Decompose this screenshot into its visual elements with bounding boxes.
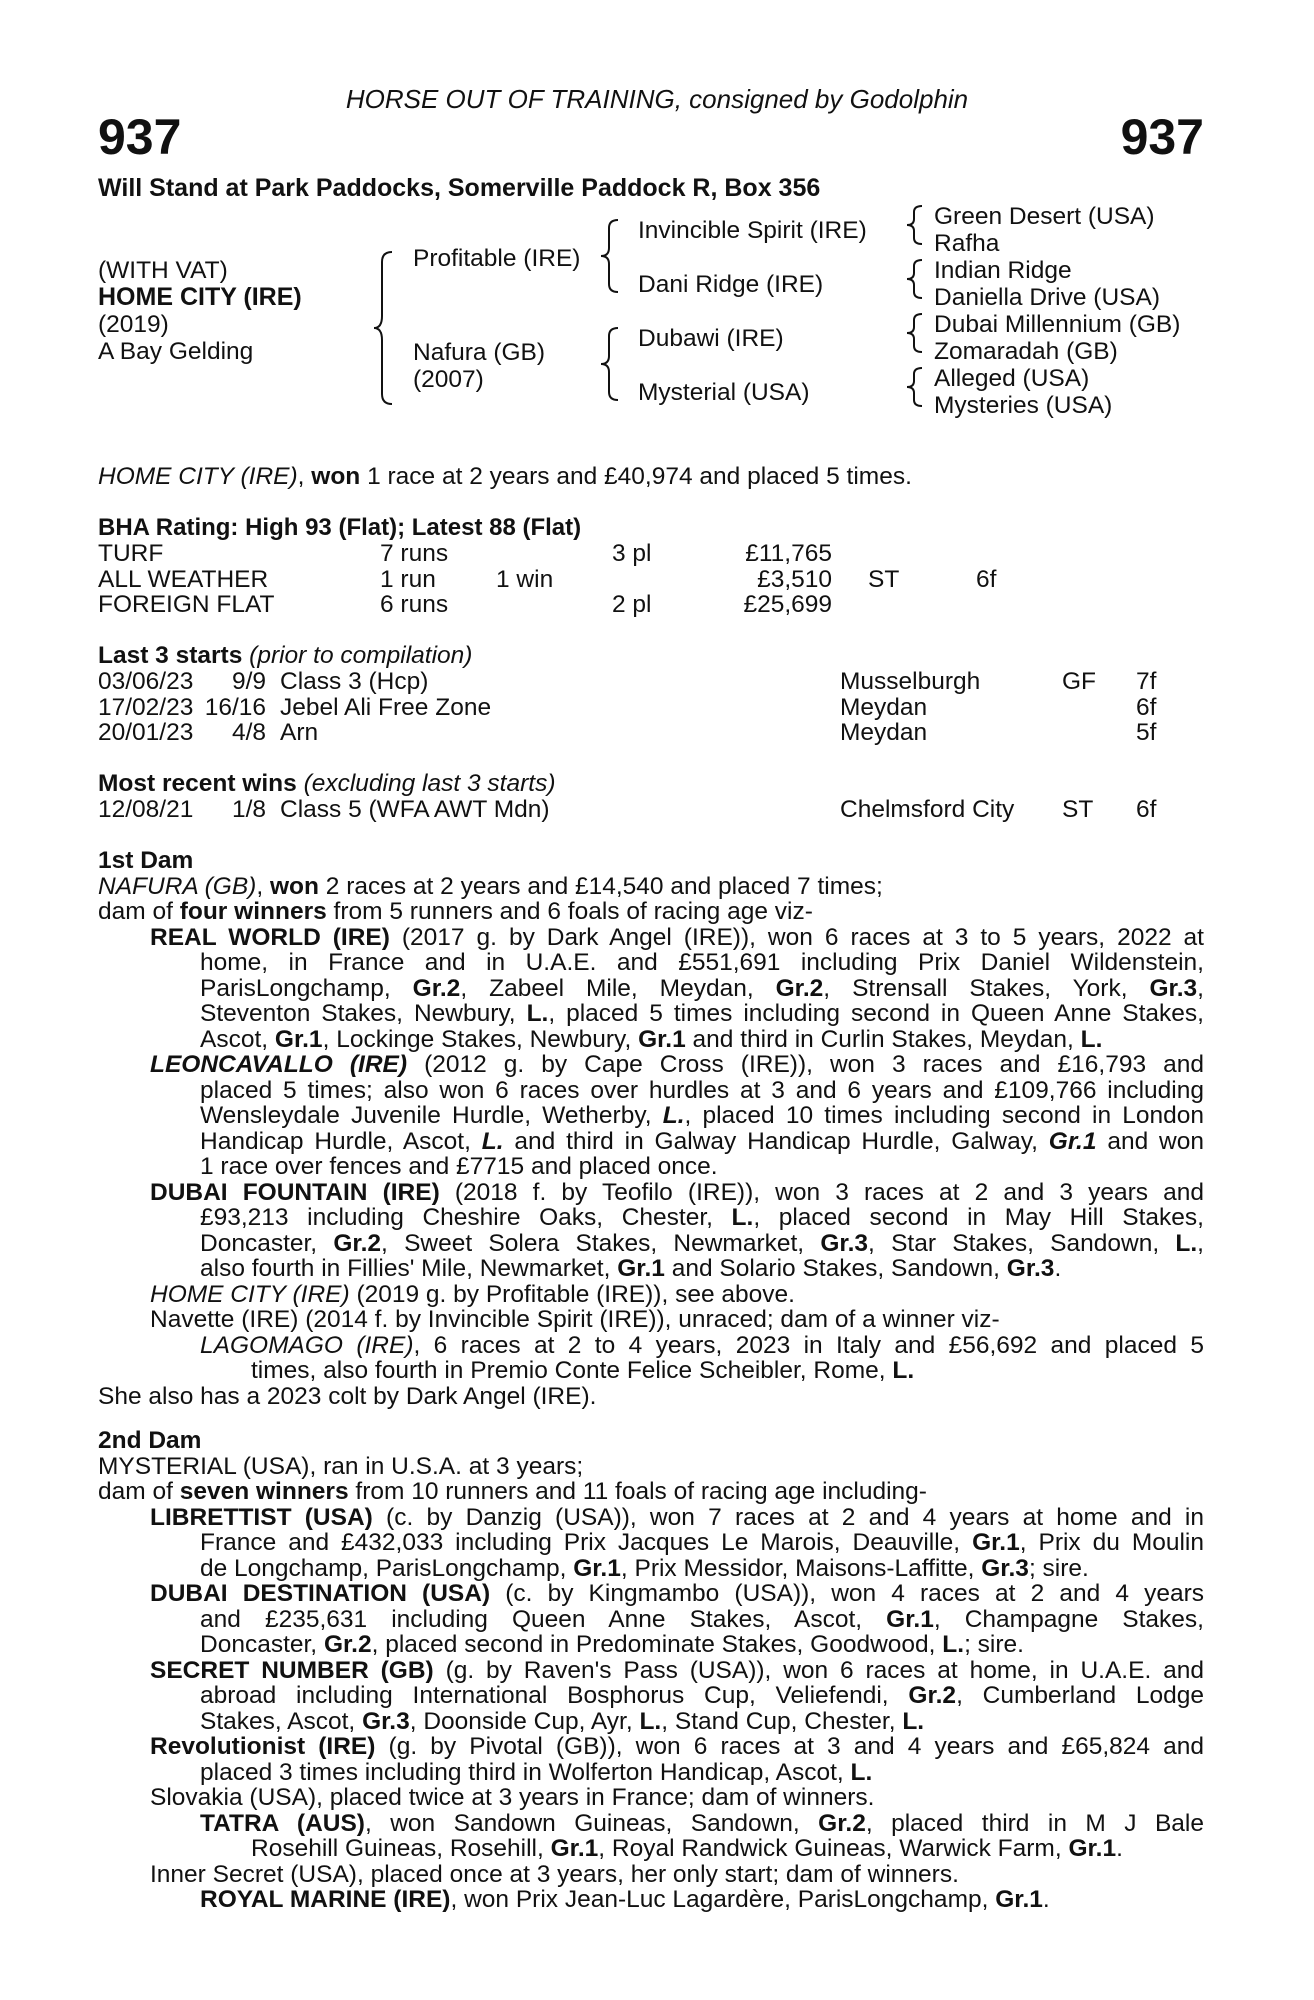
last3-row-date: 20/01/23 (98, 719, 194, 746)
last3-note: (prior to compilation) (242, 642, 473, 669)
wins-table (98, 797, 1176, 823)
sn-l1: (g. by Raven's Pass (USA)), won 6 races at home, in U.A.E. and (433, 1656, 1204, 1684)
lib-l2c: , Prix du Moulin (1019, 1529, 1204, 1556)
rw-l5d: Gr.1 (638, 1025, 686, 1053)
rating-row-surface: FOREIGN FLAT (98, 591, 275, 618)
pedigree-dam-year: (2007) (413, 366, 484, 393)
pedigree-dsd: Zomaradah (GB) (934, 338, 1118, 365)
rw-name: REAL WORLD (IRE) (150, 923, 390, 951)
rm-c: . (1042, 1886, 1050, 1913)
sn-l3f: L. (902, 1707, 925, 1735)
df-line3 (200, 1231, 1204, 1257)
rev-line1 (150, 1734, 1204, 1760)
leon-l4a: Handicap Hurdle, Ascot, (200, 1127, 482, 1155)
pedigree-sire-sire: Invincible Spirit (IRE) (638, 217, 867, 244)
last3-row-race: Jebel Ali Free Zone (280, 693, 492, 721)
dd-l3d: L. (942, 1631, 965, 1658)
leon-l3a: Wensleydale Juvenile Hurdle, Wetherby, (200, 1102, 663, 1129)
pedigree-dds: Alleged (USA) (934, 365, 1090, 392)
rw-l3c: , Zabeel Mile, Meydan, (460, 974, 776, 1002)
first-dam-section (98, 848, 1204, 1409)
last3-title: Last 3 starts (98, 642, 243, 669)
rm-name: ROYAL MARINE (IRE) (200, 1886, 451, 1913)
df-l4b: Gr.1 (617, 1255, 665, 1282)
rating-row-prize: £25,699 (743, 591, 832, 618)
leon-line3 (200, 1103, 1204, 1129)
dd-l2a: and £235,631 including Queen Anne Stakes, Ascot, (200, 1605, 887, 1633)
last3-row-dist: 7f (1136, 668, 1157, 695)
rating-row-runs: 1 run (380, 565, 436, 593)
last3-row-dist: 5f (1136, 719, 1157, 746)
tatra-line1 (200, 1811, 1204, 1837)
lag-name: LAGOMAGO (IRE) (200, 1331, 414, 1359)
tatra-l2b: Gr.1 (550, 1835, 599, 1862)
pedigree-sire: Profitable (IRE) (413, 245, 581, 272)
leon-l4e: and won (1096, 1127, 1204, 1155)
rw-line3 (200, 976, 1204, 1002)
sn-line1 (150, 1658, 1204, 1684)
rw-l3d: Gr.2 (775, 974, 824, 1002)
pedigree-brace-sire (598, 216, 622, 296)
last3-row-race: Class 3 (Hcp) (280, 668, 429, 695)
df-line1 (150, 1180, 1204, 1206)
last3-table (98, 669, 1176, 746)
rev-name: Revolutionist (IRE) (150, 1733, 376, 1760)
df-line2 (200, 1205, 1204, 1231)
rating-row (98, 592, 1036, 618)
pedigree-sds: Indian Ridge (934, 257, 1072, 284)
horse-year: (2019) (98, 311, 169, 338)
rw-l3a: ParisLongchamp, (200, 974, 413, 1002)
lot-number-right: 937 (1120, 109, 1204, 165)
df-l3c: , Sweet Solera Stakes, Newmarket, (381, 1229, 821, 1257)
rw-line1 (150, 925, 1204, 951)
pedigree-brace-ss (904, 202, 926, 248)
last3-row-date: 03/06/23 (98, 668, 194, 695)
dam1-won: won (269, 872, 319, 900)
leon-l3b: L. (662, 1102, 685, 1129)
race-summary: HOME CITY (IRE), won 1 race at 2 years and £40,974 and placed 5 times. (98, 463, 912, 490)
pedigree-sss: Green Desert (USA) (934, 203, 1155, 230)
df-l3e: , Star Stakes, Sandown, (868, 1229, 1176, 1257)
wins-row-going: ST (1062, 796, 1094, 823)
last3-row-going: GF (1062, 668, 1097, 695)
second-dam-heading: 2nd Dam (98, 1427, 202, 1454)
pedigree-brace-gen1 (372, 248, 396, 408)
rating-row-dist: 6f (976, 565, 997, 593)
df-l3b: Gr.2 (333, 1229, 382, 1257)
rw-l3b: Gr.2 (412, 974, 461, 1002)
last3-row-pos: 9/9 (231, 668, 266, 695)
pedigree-sdd: Daniella Drive (USA) (934, 284, 1161, 311)
last3-row (98, 720, 1176, 746)
rw-line5 (200, 1027, 1204, 1053)
rw-l5a: Ascot, (200, 1025, 275, 1053)
rw-l4b: L. (526, 1000, 549, 1027)
rw-l1: (2017 g. by Dark Angel (IRE)), won 6 races at 3 to 5 years, 2022 at (389, 923, 1204, 951)
dam1-sep: , (256, 872, 270, 900)
pedigree-ssd: Rafha (934, 230, 1000, 257)
dd-l3e: ; sire. (964, 1631, 1024, 1658)
last3-row-course: Musselburgh (840, 668, 981, 695)
leon-line5: 1 race over fences and £7715 and placed once. (200, 1153, 718, 1180)
pedigree-brace-ds (904, 310, 926, 356)
rating-row-runs: 7 runs (380, 540, 449, 567)
sn-name: SECRET NUMBER (GB) (150, 1656, 434, 1684)
tatra-line2 (251, 1836, 1204, 1862)
dd-l2b: Gr.1 (886, 1605, 934, 1633)
vat-label: (WITH VAT) (98, 257, 228, 284)
rw-l5f: L. (1080, 1025, 1103, 1053)
df-l2b: L. (731, 1204, 754, 1231)
df-l2c: , placed second in May Hill Stakes, (753, 1204, 1204, 1231)
rating-row-wins (496, 541, 612, 567)
lib-line1 (150, 1505, 1204, 1531)
sn-l3d: L. (639, 1707, 662, 1735)
wins-row-race: Class 5 (WFA AWT Mdn) (280, 796, 550, 823)
leon-l4b: L. (481, 1127, 504, 1155)
second-dam-section (98, 1428, 1204, 1913)
wins-row-dist: 6f (1136, 796, 1157, 823)
rw-l5b: Gr.1 (274, 1025, 323, 1053)
last3-row-going (1062, 695, 1136, 721)
tatra-l2d: Gr.1 (1068, 1835, 1117, 1862)
leon-l3c: , placed 10 times including second in London (684, 1102, 1204, 1129)
dd-line3 (200, 1632, 1204, 1658)
last3-heading (98, 643, 472, 669)
df-line4 (200, 1256, 1204, 1282)
df-l3a: Doncaster, (200, 1229, 334, 1257)
df-l1: (2018 f. by Teofilo (IRE)), won 3 races at 2 and 3 years and (439, 1178, 1204, 1206)
df-l2a: £93,213 including Cheshire Oaks, Chester, (200, 1204, 732, 1231)
last3-row-dist: 6f (1136, 693, 1157, 721)
rev-l1: (g. by Pivotal (GB)), won 6 races at 3 and 4 years and £65,824 and (375, 1733, 1204, 1760)
horse-description: A Bay Gelding (98, 338, 254, 365)
rating-row-dist (976, 541, 1036, 567)
rm-line (200, 1887, 1204, 1913)
dam1-rest: 2 races at 2 years and £14,540 and placed 7 times; (318, 872, 883, 900)
rating-row-placed: 3 pl (612, 540, 652, 567)
rw-line2: home, in France and in U.A.E. and £551,691 including Prix Daniel Wildenstein, (200, 949, 1204, 976)
leon-l4d: Gr.1 (1048, 1127, 1097, 1155)
rating-row-prize: £3,510 (757, 565, 832, 593)
rev-line2 (200, 1760, 1204, 1786)
pedigree-dss: Dubai Millennium (GB) (934, 311, 1181, 338)
lib-l3c: , Prix Messidor, Maisons-Laffitte, (620, 1554, 982, 1582)
rating-row-placed: 2 pl (612, 591, 652, 618)
pedigree-ddd: Mysteries (USA) (934, 392, 1113, 419)
pedigree-dam-dam: Mysterial (USA) (638, 379, 810, 406)
rating-row-prize: £11,765 (745, 540, 832, 567)
stabling-location: Will Stand at Park Paddocks, Somerville Paddock R, Box 356 (98, 174, 821, 202)
dd-l3a: Doncaster, (200, 1631, 324, 1658)
rw-l5c: , Lockinge Stakes, Newbury, (322, 1025, 639, 1053)
rating-row-runs: 6 runs (380, 591, 449, 618)
lag-l2a: times, also fourth in Premio Conte Felice Scheibler, Rome, (251, 1357, 893, 1384)
rw-l4c: , placed 5 times including second in Queen Anne Stakes, (548, 1000, 1204, 1027)
lib-l2a: France and £432,033 including Prix Jacques Le Marois, Deauville, (200, 1529, 973, 1556)
leon-name: LEONCAVALLO (IRE) (150, 1051, 408, 1078)
df-l4e: . (1054, 1255, 1062, 1282)
hc-rest: (2019 g. by Profitable (IRE)), see above. (349, 1280, 795, 1308)
dd-l2c: , Champagne Stakes, (933, 1605, 1204, 1633)
last3-row-course: Meydan (840, 693, 928, 721)
lib-l3d: Gr.3 (981, 1554, 1029, 1582)
sn-l3b: Gr.3 (362, 1707, 410, 1735)
lib-name: LIBRETTIST (USA) (150, 1503, 373, 1531)
last3-row-pos: 4/8 (231, 719, 266, 746)
summary-horse-name: HOME CITY (IRE) (98, 463, 298, 490)
rating-row (98, 541, 1036, 567)
dam1-l2b: four winners (179, 898, 327, 925)
sn-line2 (200, 1683, 1204, 1709)
rw-l4a: Steventon Stakes, Newbury, (200, 1000, 527, 1027)
dam2-line1: MYSTERIAL (USA), ran in U.S.A. at 3 years; (98, 1452, 584, 1480)
tatra-l2c: , Royal Randwick Guineas, Warwick Farm, (598, 1835, 1069, 1862)
df-l4a: also fourth in Fillies' Mile, Newmarket, (200, 1255, 618, 1282)
sn-l2c: , Cumberland Lodge (956, 1682, 1205, 1709)
df-name: DUBAI FOUNTAIN (IRE) (150, 1178, 440, 1206)
last3-row-date: 17/02/23 (98, 693, 194, 721)
dd-line1 (150, 1581, 1204, 1607)
consignment-heading: HORSE OUT OF TRAINING, consigned by Godolphin (345, 84, 969, 114)
horse-name: HOME CITY (IRE) (98, 283, 302, 311)
rating-row-wins (496, 592, 612, 618)
leon-line2: placed 5 times; also won 6 races over hurdles at 3 and 6 years and £109,766 including (200, 1076, 1204, 1104)
wins-row (98, 797, 1176, 823)
rw-l3e: , Strensall Stakes, York, (823, 974, 1150, 1002)
pedigree-brace-dd (904, 364, 926, 410)
rw-l3g: , (1197, 974, 1204, 1002)
lib-l3b: Gr.1 (573, 1554, 621, 1582)
tatra-l1a: , won Sandown Guineas, Sandown, (364, 1809, 819, 1837)
dam2-l2c: from 10 runners and 11 foals of racing age including- (348, 1478, 927, 1505)
sn-l2a: abroad including International Bosphorus Cup, Veliefendi, (200, 1682, 909, 1709)
pedigree-brace-sd (904, 256, 926, 302)
dam2-line2 (98, 1479, 1204, 1505)
dam1-l2c: from 5 runners and 6 foals of racing age viz- (326, 898, 813, 925)
last3-row (98, 695, 1176, 721)
rating-row-placed (612, 567, 704, 593)
last3-row-race: Arn (280, 719, 319, 746)
lag-line2 (251, 1358, 1204, 1384)
df-l4d: Gr.3 (1006, 1255, 1055, 1282)
bha-rating-heading: BHA Rating: High 93 (Flat); Latest 88 (Flat) (98, 514, 582, 541)
sn-l2b: Gr.2 (908, 1682, 957, 1709)
rw-l5e: and third in Curlin Stakes, Meydan, (685, 1025, 1081, 1053)
dd-l1: (c. by Kingmambo (USA)), won 4 races at 2 and 4 years (490, 1580, 1204, 1607)
dam1-line1 (98, 874, 1204, 900)
wins-row-pos: 1/8 (231, 796, 266, 823)
wins-title: Most recent wins (98, 770, 297, 797)
dam1-l2a: dam of (98, 898, 180, 925)
dam1-line2 (98, 899, 1204, 925)
rev-l2b: L. (850, 1758, 873, 1786)
leon-l1: (2012 g. by Cape Cross (IRE)), won 3 races and £16,793 and (407, 1051, 1204, 1078)
rating-row-going: ST (868, 565, 900, 593)
pedigree-sire-dam: Dani Ridge (IRE) (638, 271, 824, 298)
sn-l3c: , Doonside Cup, Ayr, (409, 1707, 640, 1735)
wins-note: (excluding last 3 starts) (296, 770, 556, 797)
tatra-l1c: , placed third in M J Bale (865, 1809, 1204, 1837)
rev-l2a: placed 3 times including third in Wolferton Handicap, Ascot, (200, 1758, 851, 1786)
df-l4c: and Solario Stakes, Sandown, (664, 1255, 1007, 1282)
leon-line1 (150, 1052, 1204, 1078)
rw-l3f: Gr.3 (1149, 974, 1198, 1002)
first-dam-heading: 1st Dam (98, 847, 194, 874)
df-l3f: L. (1175, 1229, 1198, 1257)
dd-name: DUBAI DESTINATION (USA) (150, 1580, 491, 1607)
inner-secret-line: Inner Secret (USA), placed once at 3 years, her only start; dam of winners. (150, 1860, 959, 1888)
rating-row-surface: ALL WEATHER (98, 565, 269, 593)
last3-row (98, 669, 1176, 695)
lag-l1: , 6 races at 2 to 4 years, 2023 in Italy and £56,692 and placed 5 (413, 1331, 1204, 1359)
tatra-l1b: Gr.2 (818, 1809, 866, 1837)
summary-rest: 1 race at 2 years and £40,974 and placed 5 times. (360, 463, 912, 490)
sn-line3 (200, 1709, 1204, 1735)
rm-b: Gr.1 (995, 1886, 1043, 1913)
wins-row-course: Chelmsford City (840, 796, 1015, 823)
last3-row-course: Meydan (840, 719, 928, 746)
rating-row-going (832, 592, 976, 618)
dd-l3c: , placed second in Predominate Stakes, Goodwood, (371, 1631, 943, 1658)
tatra-l2e: . (1116, 1835, 1123, 1862)
rating-row-dist (976, 592, 1036, 618)
dd-line2 (200, 1607, 1204, 1633)
dam1-name: NAFURA (GB) (98, 872, 257, 900)
tatra-l2a: Rosehill Guineas, Rosehill, (251, 1835, 551, 1862)
rm-a: , won Prix Jean-Luc Lagardère, ParisLongchamp, (450, 1886, 996, 1913)
summary-won: won (311, 463, 361, 490)
lot-number-left: 937 (98, 109, 182, 165)
lib-l3a: de Longchamp, ParisLongchamp, (200, 1554, 574, 1582)
last3-row-pos: 16/16 (204, 693, 266, 721)
hc-line (150, 1282, 1204, 1308)
rating-row-surface: TURF (98, 540, 164, 567)
lib-l2b: Gr.1 (972, 1529, 1020, 1556)
rating-row (98, 567, 1036, 593)
rating-row-going (832, 541, 976, 567)
pedigree-dam: Nafura (GB) (413, 339, 546, 366)
slovakia-line: Slovakia (USA), placed twice at 3 years in France; dam of winners. (150, 1784, 875, 1811)
leon-l4c: and third in Galway Handicap Hurdle, Galway, (503, 1127, 1049, 1155)
sn-l3a: Stakes, Ascot, (200, 1707, 363, 1735)
colt-line: She also has a 2023 colt by Dark Angel (IRE). (98, 1382, 597, 1410)
leon-line4 (200, 1129, 1204, 1155)
dam2-l2a: dam of (98, 1478, 180, 1505)
navette-line: Navette (IRE) (2014 f. by Invincible Spirit (IRE)), unraced; dam of a winner viz- (150, 1306, 1000, 1333)
df-l3d: Gr.3 (820, 1229, 869, 1257)
lib-line2 (200, 1530, 1204, 1556)
tatra-name: TATRA (AUS) (200, 1809, 365, 1837)
wins-row-date: 12/08/21 (98, 796, 194, 823)
rw-line4 (200, 1001, 1204, 1027)
wins-heading (98, 771, 555, 797)
lib-l1: (c. by Danzig (USA)), won 7 races at 2 and 4 years at home and in (372, 1503, 1204, 1531)
hc-name: HOME CITY (IRE) (150, 1280, 350, 1308)
lib-line3 (200, 1556, 1204, 1582)
lag-l2b: L. (892, 1357, 915, 1384)
rating-table (98, 541, 1036, 618)
pedigree-dam-sire: Dubawi (IRE) (638, 325, 784, 352)
lag-line1 (200, 1333, 1204, 1359)
df-l3g: , (1197, 1229, 1204, 1257)
dd-l3b: Gr.2 (323, 1631, 372, 1658)
lib-l3e: ; sire. (1028, 1554, 1089, 1582)
dam2-l2b: seven winners (179, 1478, 349, 1505)
pedigree-brace-dam (598, 324, 622, 404)
last3-row-going (1062, 720, 1136, 746)
sn-l3e: , Stand Cup, Chester, (661, 1707, 903, 1735)
rating-row-wins: 1 win (496, 565, 554, 593)
